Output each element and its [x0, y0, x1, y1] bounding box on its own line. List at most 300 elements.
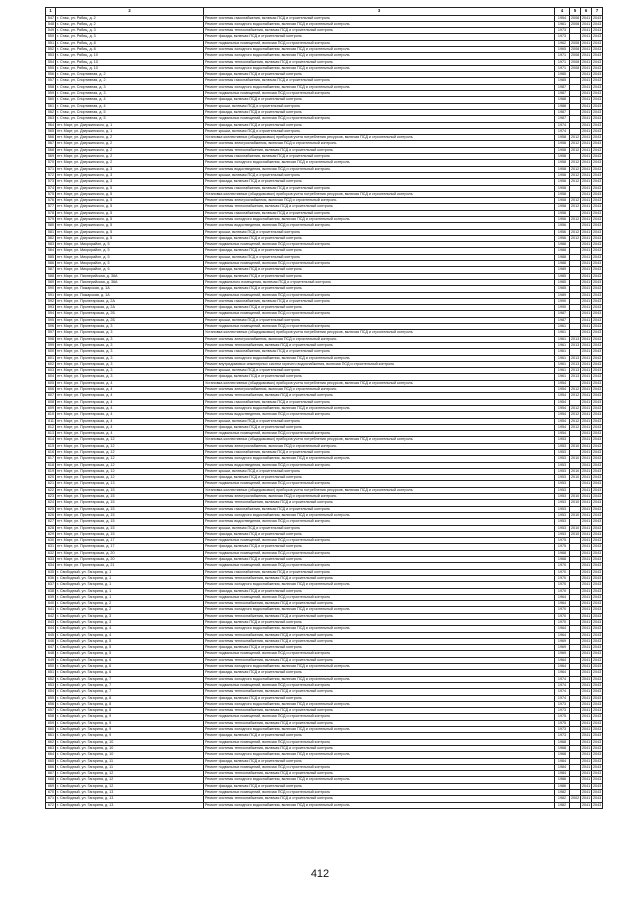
end-year-cell: 2043	[593, 607, 602, 612]
row-number: 579	[46, 217, 56, 223]
work-type-cell: Ремонт крыши, включая ПСД и строительный контроль	[204, 229, 555, 235]
work-type-cell: Ремонт фасада, включая ПСД и строительный контроль	[204, 620, 555, 626]
address-cell: г. Стаж, ул. Спортивная, д. 2	[56, 78, 204, 84]
end-year-cell: 2043	[593, 235, 602, 240]
build-year-cell: 1961	[555, 368, 570, 374]
end-year-cell: 2043	[593, 147, 602, 152]
work-type-cell: Ремонт системы холодного водоснабжения, включая ПСД и строительный контроль	[204, 676, 555, 682]
end-year-cell: 2043	[593, 53, 602, 58]
start-year-cell: 2041	[582, 412, 591, 417]
row-number: 671	[46, 796, 56, 802]
end-year-cell: 2043	[593, 519, 602, 524]
address-cell: г. Стаж, ул. Рябиц, д. 8	[56, 40, 204, 46]
start-year-cell: 2041	[582, 116, 591, 121]
row-number: 644	[46, 626, 56, 632]
start-year-cell: 2041	[582, 210, 591, 215]
address-cell: г. Стаж, ул. Спортивная, д. 5	[56, 116, 204, 122]
start-year-cell: 2041	[582, 645, 591, 650]
address-cell: пгт. Март, ул. Дзержинского, д. 5	[56, 210, 204, 216]
build-year-cell: 1953	[555, 456, 570, 462]
previous-repair-cell: 2012	[571, 405, 580, 410]
address-cell: пгт. Март, ул. Пролетарская, д. 17	[56, 544, 204, 550]
address-cell: г. Стаж, ул. Рябиц, д. 3	[56, 28, 204, 34]
work-type-cell: Ремонт системы холодного водоснабжения, включая ПСД и строительный контроль	[204, 160, 555, 166]
end-year-cell: 2043	[593, 154, 602, 159]
work-type-cell: Ремонт системы газоснабжения, включая ПСД и строительный контроль	[204, 399, 555, 405]
address-cell: пгт. Март, ул. Пролетарская, д. 15	[56, 525, 204, 531]
row-number: 630	[46, 538, 56, 544]
row-number: 600	[46, 349, 56, 355]
work-type-cell: Ремонт системы газоснабжения, включая ПСД и строительный контроль	[204, 449, 555, 455]
start-year-cell: 2041	[582, 235, 591, 240]
start-year-cell: 2041	[582, 122, 591, 127]
build-year-cell: 1970	[555, 569, 570, 575]
start-year-cell: 2041	[582, 103, 591, 108]
end-year-cell: 2043	[593, 620, 602, 624]
start-year-cell: 2041	[582, 664, 591, 669]
build-year-cell: 1953	[555, 475, 570, 481]
build-year-cell: 1973	[555, 701, 570, 707]
address-cell: г. Свободный, ул. Гагарина, д. 13	[56, 790, 204, 796]
start-year-cell: 2041	[582, 601, 591, 606]
build-year-cell: 1953	[555, 481, 570, 487]
build-year-cell: 1953	[555, 525, 570, 531]
work-type-cell: Установка коллективных (общедомовых) приборов учета потребления ресурсов, включая ПСД и строительный контроль	[204, 437, 555, 443]
row-number: 646	[46, 638, 56, 644]
row-number: 564	[46, 122, 56, 128]
address-cell: г. Стаж, ул. Рябиц, д. 10	[56, 65, 204, 71]
build-year-cell: 1956	[555, 217, 570, 223]
end-year-cell: 2043	[593, 254, 602, 259]
work-type-cell: Ремонт системы холодного водоснабжения, включая ПСД и строительный контроль	[204, 217, 555, 223]
work-type-cell: Ремонт системы теплоснабжения, включая ПСД и строительный контроль	[204, 575, 555, 581]
start-year-cell: 2041	[582, 217, 591, 221]
address-cell: пгт. Март, ул. Дзержинского, д. 1	[56, 128, 204, 134]
row-number: 626	[46, 512, 56, 518]
start-year-cell: 2041	[582, 405, 591, 410]
row-number: 625	[46, 506, 56, 512]
address-cell: пгт. Март, ул. Пролетарская, д. 12	[56, 475, 204, 481]
build-year-cell: 1985	[555, 279, 570, 285]
address-cell: пгт. Март, ул. Дзержинского, д. 5	[56, 198, 204, 204]
previous-repair-cell: 2010	[571, 456, 580, 461]
row-number: 585	[46, 254, 56, 260]
build-year-cell: 1982	[555, 802, 570, 808]
row-number: 652	[46, 676, 56, 682]
row-number: 590	[46, 286, 56, 292]
end-year-cell: 2043	[593, 217, 602, 221]
build-year-cell: 1968	[555, 550, 570, 556]
end-year-cell: 2043	[593, 613, 602, 618]
row-number: 586	[46, 261, 56, 267]
address-cell: пгт. Март, ул. Пролетарская, д. 3	[56, 349, 204, 355]
build-year-cell: 1990	[555, 305, 570, 311]
end-year-cell: 2043	[593, 21, 602, 26]
work-type-cell: Ремонт системы электроснабжения, включая ПСД и строительный контроль	[204, 494, 555, 500]
end-year-cell: 2043	[593, 317, 602, 322]
start-year-cell: 2041	[582, 500, 591, 505]
start-year-cell: 2041	[582, 531, 591, 536]
address-cell: пгт. Март, ул. Пролетарская, д. 2А	[56, 298, 204, 304]
end-year-cell: 2043	[593, 91, 602, 96]
address-cell: г. Свободный, ул. Гагарина, д. 11	[56, 764, 204, 770]
row-number: 556	[46, 72, 56, 78]
end-year-cell: 2043	[593, 349, 602, 354]
build-year-cell: 1968	[555, 739, 570, 745]
build-year-cell: 1974	[555, 682, 570, 688]
work-type-cell: Ремонт системы газоснабжения, включая ПСД и строительный контроль	[204, 15, 555, 21]
work-type-cell: Ремонт системы теплоснабжения, включая ПСД и строительный контроль	[204, 745, 555, 751]
build-year-cell: 1989	[555, 292, 570, 298]
previous-repair-cell: 2008	[571, 40, 580, 45]
end-year-cell: 2043	[593, 525, 602, 530]
build-year-cell: 1989	[555, 267, 570, 273]
address-cell: г. Стаж, ул. Спортивная, д. 3	[56, 84, 204, 90]
address-cell: пгт. Март, ул. Пролетарская, д. 3	[56, 330, 204, 336]
row-number: 568	[46, 147, 56, 153]
end-year-cell: 2043	[593, 40, 602, 45]
start-year-cell: 2041	[582, 59, 591, 64]
work-type-cell: Ремонт системы теплоснабжения, включая ПСД и строительный контроль	[204, 708, 555, 714]
start-year-cell: 2041	[582, 185, 591, 190]
work-type-cell: Ремонт подвальных помещений, включая ПСД и строительный контроль	[204, 651, 555, 657]
address-cell: г. Свободный, ул. Гагарина, д. 4	[56, 632, 204, 638]
address-cell: г. Стаж, ул. Спортивная, д. 5	[56, 109, 204, 115]
start-year-cell: 2041	[582, 141, 591, 146]
start-year-cell: 2041	[582, 468, 591, 473]
start-year-cell: 2041	[582, 462, 591, 467]
start-year-cell: 2041	[582, 733, 591, 738]
end-year-cell: 2043	[593, 286, 602, 291]
work-type-cell: Ремонт подвальных помещений, включая ПСД и строительный контроль	[204, 324, 555, 330]
end-year-cell: 2043	[593, 783, 602, 788]
address-cell: пгт. Март, ул. Микрорайон, д. 5	[56, 248, 204, 254]
start-year-cell: 2041	[582, 361, 591, 366]
previous-repair-cell: 2012	[571, 198, 580, 203]
build-year-cell: 1975	[555, 720, 570, 726]
start-year-cell: 2041	[582, 676, 591, 681]
start-year-cell: 2041	[582, 305, 591, 310]
address-cell: г. Стаж, ул. Рябиц, д. 3	[56, 34, 204, 40]
address-cell: г. Свободный, ул. Гагарина, д. 6	[56, 657, 204, 663]
address-cell: пгт. Март, ул. Пролетарская, д. 4	[56, 424, 204, 430]
address-cell: г. Стаж, ул. Рябиц, д. 10	[56, 53, 204, 59]
address-cell: пгт. Март, ул. Дзержинского, д. 2	[56, 160, 204, 166]
row-number: 597	[46, 330, 56, 336]
start-year-cell: 2041	[582, 387, 591, 392]
address-cell: пгт. Март, ул. Дзержинского, д. 5	[56, 223, 204, 229]
build-year-cell: 1986	[555, 783, 570, 789]
row-number: 574	[46, 185, 56, 191]
row-number: 667	[46, 771, 56, 777]
work-type-cell: Ремонт крыши, включая ПСД и строительный контроль	[204, 368, 555, 374]
row-number: 555	[46, 65, 56, 71]
end-year-cell: 2043	[593, 588, 602, 593]
address-cell: г. Свободный, ул. Гагарина, д. 12	[56, 783, 204, 789]
start-year-cell: 2041	[582, 657, 591, 662]
previous-repair-cell: 2010	[571, 475, 580, 480]
build-year-cell: 1970	[555, 575, 570, 581]
end-year-cell: 2043	[593, 248, 602, 253]
end-year-cell: 2043	[593, 198, 602, 203]
build-year-cell: 1954	[555, 393, 570, 399]
start-year-cell: 2041	[582, 166, 591, 171]
row-number: 576	[46, 198, 56, 204]
end-year-cell: 2043	[593, 796, 602, 801]
row-number: 588	[46, 273, 56, 279]
build-year-cell: 1971	[555, 53, 570, 59]
work-type-cell: Ремонт фасада, включая ПСД и строительный контроль	[204, 248, 555, 254]
row-number: 657	[46, 708, 56, 714]
start-year-cell: 2041	[582, 355, 591, 360]
work-type-cell: Ремонт фасада, включая ПСД и строительный контроль	[204, 424, 555, 430]
work-type-cell: Ремонт системы водоотведения, включая ПСД и строительный контроль	[204, 462, 555, 468]
previous-repair-cell: 2012	[571, 160, 580, 165]
row-number: 580	[46, 223, 56, 229]
build-year-cell: 1954	[555, 15, 570, 21]
end-year-cell: 2043	[593, 487, 602, 492]
start-year-cell: 2041	[582, 569, 591, 574]
build-year-cell: 1956	[555, 229, 570, 235]
work-type-cell: Ремонт фасада, включая ПСД и строительный контроль	[204, 531, 555, 537]
work-type-cell: Ремонт системы холодного водоснабжения, включая ПСД и строительный контроль	[204, 607, 555, 613]
build-year-cell: 1985	[555, 78, 570, 84]
build-year-cell: 1958	[555, 198, 570, 204]
address-cell: г. Свободный, ул. Гагарина, д. 5	[56, 645, 204, 651]
row-number: 624	[46, 500, 56, 506]
previous-repair-cell: 2012	[571, 387, 580, 392]
address-cell: пгт. Март, ул. Дзержинского, д. 1	[56, 122, 204, 128]
build-year-cell: 1961	[555, 374, 570, 380]
build-year-cell: 1970	[555, 620, 570, 626]
address-cell: г. Свободный, ул. Гагарина, д. 1	[56, 569, 204, 575]
end-year-cell: 2043	[593, 78, 602, 83]
address-cell: г. Свободный, ул. Гагарина, д. 2	[56, 607, 204, 613]
start-year-cell: 2041	[582, 147, 591, 152]
build-year-cell: 1961	[555, 349, 570, 355]
end-year-cell: 2043	[593, 15, 602, 20]
build-year-cell: 1971	[555, 65, 570, 71]
address-cell: пгт. Март, ул. Дзержинского, д. 2	[56, 147, 204, 153]
address-cell: пгт. Март, ул. Пролетарская, д. 15	[56, 519, 204, 525]
row-number: 553	[46, 53, 56, 59]
work-type-cell: Ремонт подвальных помещений, включая ПСД и строительный контроль	[204, 261, 555, 267]
row-number: 547	[46, 15, 56, 21]
row-number: 648	[46, 651, 56, 657]
build-year-cell: 1954	[555, 418, 570, 424]
build-year-cell: 1975	[555, 544, 570, 550]
build-year-cell: 1953	[555, 487, 570, 493]
row-number: 649	[46, 657, 56, 663]
start-year-cell: 2041	[582, 53, 591, 58]
end-year-cell: 2043	[593, 708, 602, 713]
build-year-cell: 1988	[555, 242, 570, 248]
end-year-cell: 2043	[593, 405, 602, 410]
end-year-cell: 2043	[593, 670, 602, 675]
build-year-cell: 1984	[555, 771, 570, 777]
end-year-cell: 2043	[593, 311, 602, 316]
end-year-cell: 2043	[593, 462, 602, 467]
start-year-cell: 2041	[582, 424, 591, 429]
start-year-cell: 2041	[582, 286, 591, 291]
end-year-cell: 2043	[593, 701, 602, 706]
work-type-cell: Установка коллективных (общедомовых) приборов учета потребления ресурсов, включая ПСД и строительный контроль	[204, 380, 555, 386]
address-cell: пгт. Март, ул. Пролетарская, д. 15	[56, 494, 204, 500]
end-year-cell: 2043	[593, 97, 602, 102]
row-number: 549	[46, 28, 56, 34]
previous-repair-cell: 2008	[571, 65, 580, 70]
end-year-cell: 2043	[593, 500, 602, 505]
start-year-cell: 2041	[582, 65, 591, 70]
previous-repair-cell: 2008	[571, 46, 580, 51]
previous-repair-cell: 2012	[571, 424, 580, 429]
work-type-cell: Ремонт системы газоснабжения, включая ПСД и строительный контроль	[204, 569, 555, 575]
build-year-cell: 1958	[555, 191, 570, 197]
capital-repair-table	[45, 7, 603, 809]
address-cell: г. Свободный, ул. Гагарина, д. 5	[56, 638, 204, 644]
address-cell: пгт. Март, ул. Пролетарская, д. 12	[56, 437, 204, 443]
address-cell: г. Свободный, ул. Гагарина, д. 1	[56, 588, 204, 594]
start-year-cell: 2041	[582, 279, 591, 284]
end-year-cell: 2043	[593, 34, 602, 39]
end-year-cell: 2043	[593, 676, 602, 681]
row-number: 563	[46, 116, 56, 122]
build-year-cell: 1958	[555, 172, 570, 178]
previous-repair-cell: 2012	[571, 229, 580, 234]
build-year-cell: 1984	[555, 758, 570, 764]
work-type-cell: Ремонт фасада, включая ПСД и строительный контроль	[204, 783, 555, 789]
start-year-cell: 2041	[582, 727, 591, 732]
work-type-cell: Ремонт системы водоотведения, включая ПСД и строительный контроль	[204, 519, 555, 525]
build-year-cell: 1974	[555, 689, 570, 695]
build-year-cell: 1970	[555, 582, 570, 588]
address-cell: г. Свободный, ул. Гагарина, д. 2	[56, 601, 204, 607]
end-year-cell: 2043	[593, 179, 602, 184]
end-year-cell: 2043	[593, 745, 602, 750]
address-cell: г. Свободный, ул. Гагарина, д. 1	[56, 575, 204, 581]
column-header: 3	[204, 8, 555, 16]
row-number: 614	[46, 437, 56, 443]
build-year-cell: 1982	[555, 790, 570, 796]
end-year-cell: 2043	[593, 752, 602, 757]
end-year-cell: 2043	[593, 185, 602, 190]
start-year-cell: 2041	[582, 519, 591, 524]
start-year-cell: 2041	[582, 399, 591, 404]
end-year-cell: 2043	[593, 790, 602, 795]
work-type-cell: Ремонт фасада, включая ПСД и строительный контроль	[204, 109, 555, 115]
start-year-cell: 2041	[582, 437, 591, 442]
address-cell: г. Свободный, ул. Гагарина, д. 12	[56, 777, 204, 783]
work-type-cell: Ремонт системы электроснабжения, включая ПСД и строительный контроль	[204, 198, 555, 204]
address-cell: пгт. Март, ул. Пролетарская, д. 3	[56, 324, 204, 330]
build-year-cell: 1985	[555, 72, 570, 78]
build-year-cell: 1961	[555, 342, 570, 348]
previous-repair-cell: 2012	[571, 412, 580, 417]
row-number: 653	[46, 682, 56, 688]
start-year-cell: 2041	[582, 21, 591, 26]
address-cell: г. Стаж, ул. Спортивная, д. 3	[56, 91, 204, 97]
row-number: 660	[46, 727, 56, 733]
table-header-row	[46, 8, 603, 16]
row-number: 609	[46, 405, 56, 411]
end-year-cell: 2043	[593, 387, 602, 392]
build-year-cell: 1970	[555, 613, 570, 619]
work-type-cell: Ремонт системы теплоснабжения, включая ПСД и строительный контроль	[204, 632, 555, 638]
build-year-cell: 1974	[555, 676, 570, 682]
row-number: 634	[46, 563, 56, 569]
end-year-cell: 2043	[593, 777, 602, 782]
previous-repair-cell: 2012	[571, 179, 580, 184]
build-year-cell: 1982	[555, 796, 570, 802]
work-type-cell: Ремонт системы газоснабжения, включая ПСД и строительный контроль	[204, 210, 555, 216]
build-year-cell: 1973	[555, 727, 570, 733]
row-number: 552	[46, 46, 56, 52]
address-cell: пгт. Март, ул. Пролетарская, д. 12	[56, 456, 204, 462]
end-year-cell: 2043	[593, 361, 602, 366]
build-year-cell: 1958	[555, 185, 570, 191]
address-cell: пгт. Март, ул. Пролетарская, д. 2А	[56, 305, 204, 311]
row-number: 604	[46, 374, 56, 380]
work-type-cell: Ремонт фасада, включая ПСД и строительный контроль	[204, 733, 555, 739]
work-type-cell: Ремонт системы холодного водоснабжения, включая ПСД и строительный контроль	[204, 456, 555, 462]
table-body	[46, 15, 603, 808]
row-number: 567	[46, 141, 56, 147]
build-year-cell: 1987	[555, 317, 570, 323]
previous-repair-cell: 2010	[571, 468, 580, 473]
build-year-cell: 1958	[555, 147, 570, 153]
end-year-cell: 2043	[593, 645, 602, 650]
address-cell: пгт. Март, ул. Пролетарская, д. 4	[56, 387, 204, 393]
row-number: 578	[46, 210, 56, 216]
address-cell: г. Свободный, ул. Гагарина, д. 11	[56, 758, 204, 764]
end-year-cell: 2043	[593, 632, 602, 637]
build-year-cell: 1988	[555, 261, 570, 267]
start-year-cell: 2041	[582, 15, 591, 20]
build-year-cell: 1984	[555, 764, 570, 770]
row-number: 573	[46, 179, 56, 185]
start-year-cell: 2041	[582, 46, 591, 51]
row-number: 592	[46, 298, 56, 304]
build-year-cell: 1968	[555, 557, 570, 563]
end-year-cell: 2043	[593, 135, 602, 140]
address-cell: пгт. Март, ул. Пролетарская, д. 3	[56, 342, 204, 348]
column-header: 4	[555, 8, 570, 16]
end-year-cell: 2043	[593, 109, 602, 114]
build-year-cell: 1961	[555, 324, 570, 330]
end-year-cell: 2043	[593, 481, 602, 486]
work-type-cell: Ремонт подвальных помещений, включая ПСД и строительный контроль	[204, 481, 555, 487]
work-type-cell: Ремонт системы холодного водоснабжения, включая ПСД и строительный контроль	[204, 582, 555, 588]
column-header: 6	[581, 8, 592, 16]
end-year-cell: 2043	[593, 437, 602, 442]
end-year-cell: 2043	[593, 544, 602, 549]
work-type-cell: Ремонт системы теплоснабжения, включая ПСД и строительный контроль	[204, 720, 555, 726]
build-year-cell: 1964	[555, 657, 570, 663]
address-cell: пгт. Март, ул. Пролетарская, д. 13	[56, 481, 204, 487]
address-cell: г. Свободный, ул. Гагарина, д. 6	[56, 670, 204, 676]
start-year-cell: 2041	[582, 336, 591, 341]
address-cell: г. Свободный, ул. Гагарина, д. 7	[56, 682, 204, 688]
start-year-cell: 2041	[582, 714, 591, 719]
address-cell: пгт. Март, ул. Пролетарская, д. 12	[56, 449, 204, 455]
address-cell: г. Свободный, ул. Гагарина, д. 1	[56, 582, 204, 588]
row-number: 599	[46, 342, 56, 348]
row-number: 659	[46, 720, 56, 726]
end-year-cell: 2043	[593, 758, 602, 763]
build-year-cell: 1988	[555, 254, 570, 260]
start-year-cell: 2041	[582, 708, 591, 713]
row-number: 617	[46, 456, 56, 462]
